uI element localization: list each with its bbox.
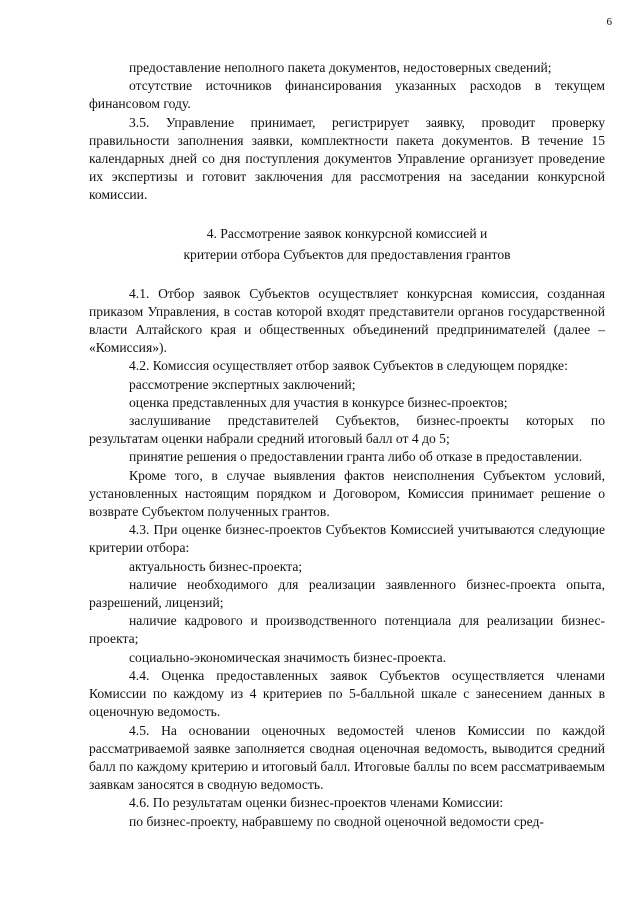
paragraph: 4.1. Отбор заявок Субъектов осуществляет конкурсная комиссия, созданная приказом Управления, в состав которой входят представители органов государственной власти Алтайского края и общественных объединений предпринимателей (далее – «Комиссия»). [89,285,605,356]
document-body [89,59,605,831]
section-heading [89,223,605,265]
paragraph: 4.4. Оценка предоставленных заявок Субъектов осуществляется членами Комиссии по каждому из 4 критериев по 5-балльной шкале с занесением данных в оценочную ведомость. [89,667,605,720]
list-item: актуальность бизнес-проекта; [129,558,303,574]
list-item: рассмотрение экспертных заключений; [129,376,356,392]
paragraph: по бизнес-проекту, набравшему по сводной оценочной ведомости сред- [129,813,544,829]
list-item: наличие необходимого для реализации заявленного бизнес-проекта опыта, разрешений, лицензий; [89,576,605,611]
paragraph: Кроме того, в случае выявления фактов неисполнения Субъектом условий, установленных настоящим порядком и Договором, Комиссия принимает решение о возврате Субъектом полученных грантов. [89,467,605,520]
list-item: заслушивание представителей Субъектов, бизнес-проекты которых по результатам оценки набрали средний итоговый балл от 4 до 5; [89,413,605,447]
section-heading-line: 4. Рассмотрение заявок конкурсной комиссией и [206,225,488,241]
paragraph: 4.5. На основании оценочных ведомостей членов Комиссии по каждой рассматриваемой заявке заполняется сводная оценочная ведомость, выводится средний балл по каждому критерию и итоговый балл. Итоговые баллы по всем рассматриваемым заявкам заносятся в сводную ведомость. [89,722,605,793]
list-item: принятие решения о предоставлении гранта либо об отказе в предоставлении. [129,449,583,465]
paragraph: 3.5. Управление принимает, регистрирует заявку, проводит проверку правильности заполнения заявки, комплектности пакета документов. В течение 15 календарных дней со дня поступления документов Управление организует проведение их экспертизы и готовит заключения для рассмотрения на заседании конкурсной комиссии. [89,114,605,203]
page-number: 6 [606,16,612,28]
paragraph: 4.2. Комиссия осуществляет отбор заявок Субъектов в следующем порядке: [129,358,568,374]
paragraph: предоставление неполного пакета документов, недостоверных сведений; [129,60,552,75]
list-item: оценка представленных для участия в конкурсе бизнес-проектов; [129,394,508,410]
list-item: наличие кадрового и производственного потенциала для реализации бизнес-проекта; [89,613,605,647]
paragraph: отсутствие источников финансирования указанных расходов в текущем финансовом году. [89,78,605,112]
paragraph: 4.6. По результатам оценки бизнес-проектов членами Комиссии: [129,795,504,811]
list-item: социально-экономическая значимость бизнес-проекта. [129,649,447,665]
paragraph: 4.3. При оценке бизнес-проектов Субъектов Комиссией учитываются следующие критерии отбора: [89,522,605,556]
section-heading-line: критерии отбора Субъектов для предоставления грантов [183,246,511,262]
